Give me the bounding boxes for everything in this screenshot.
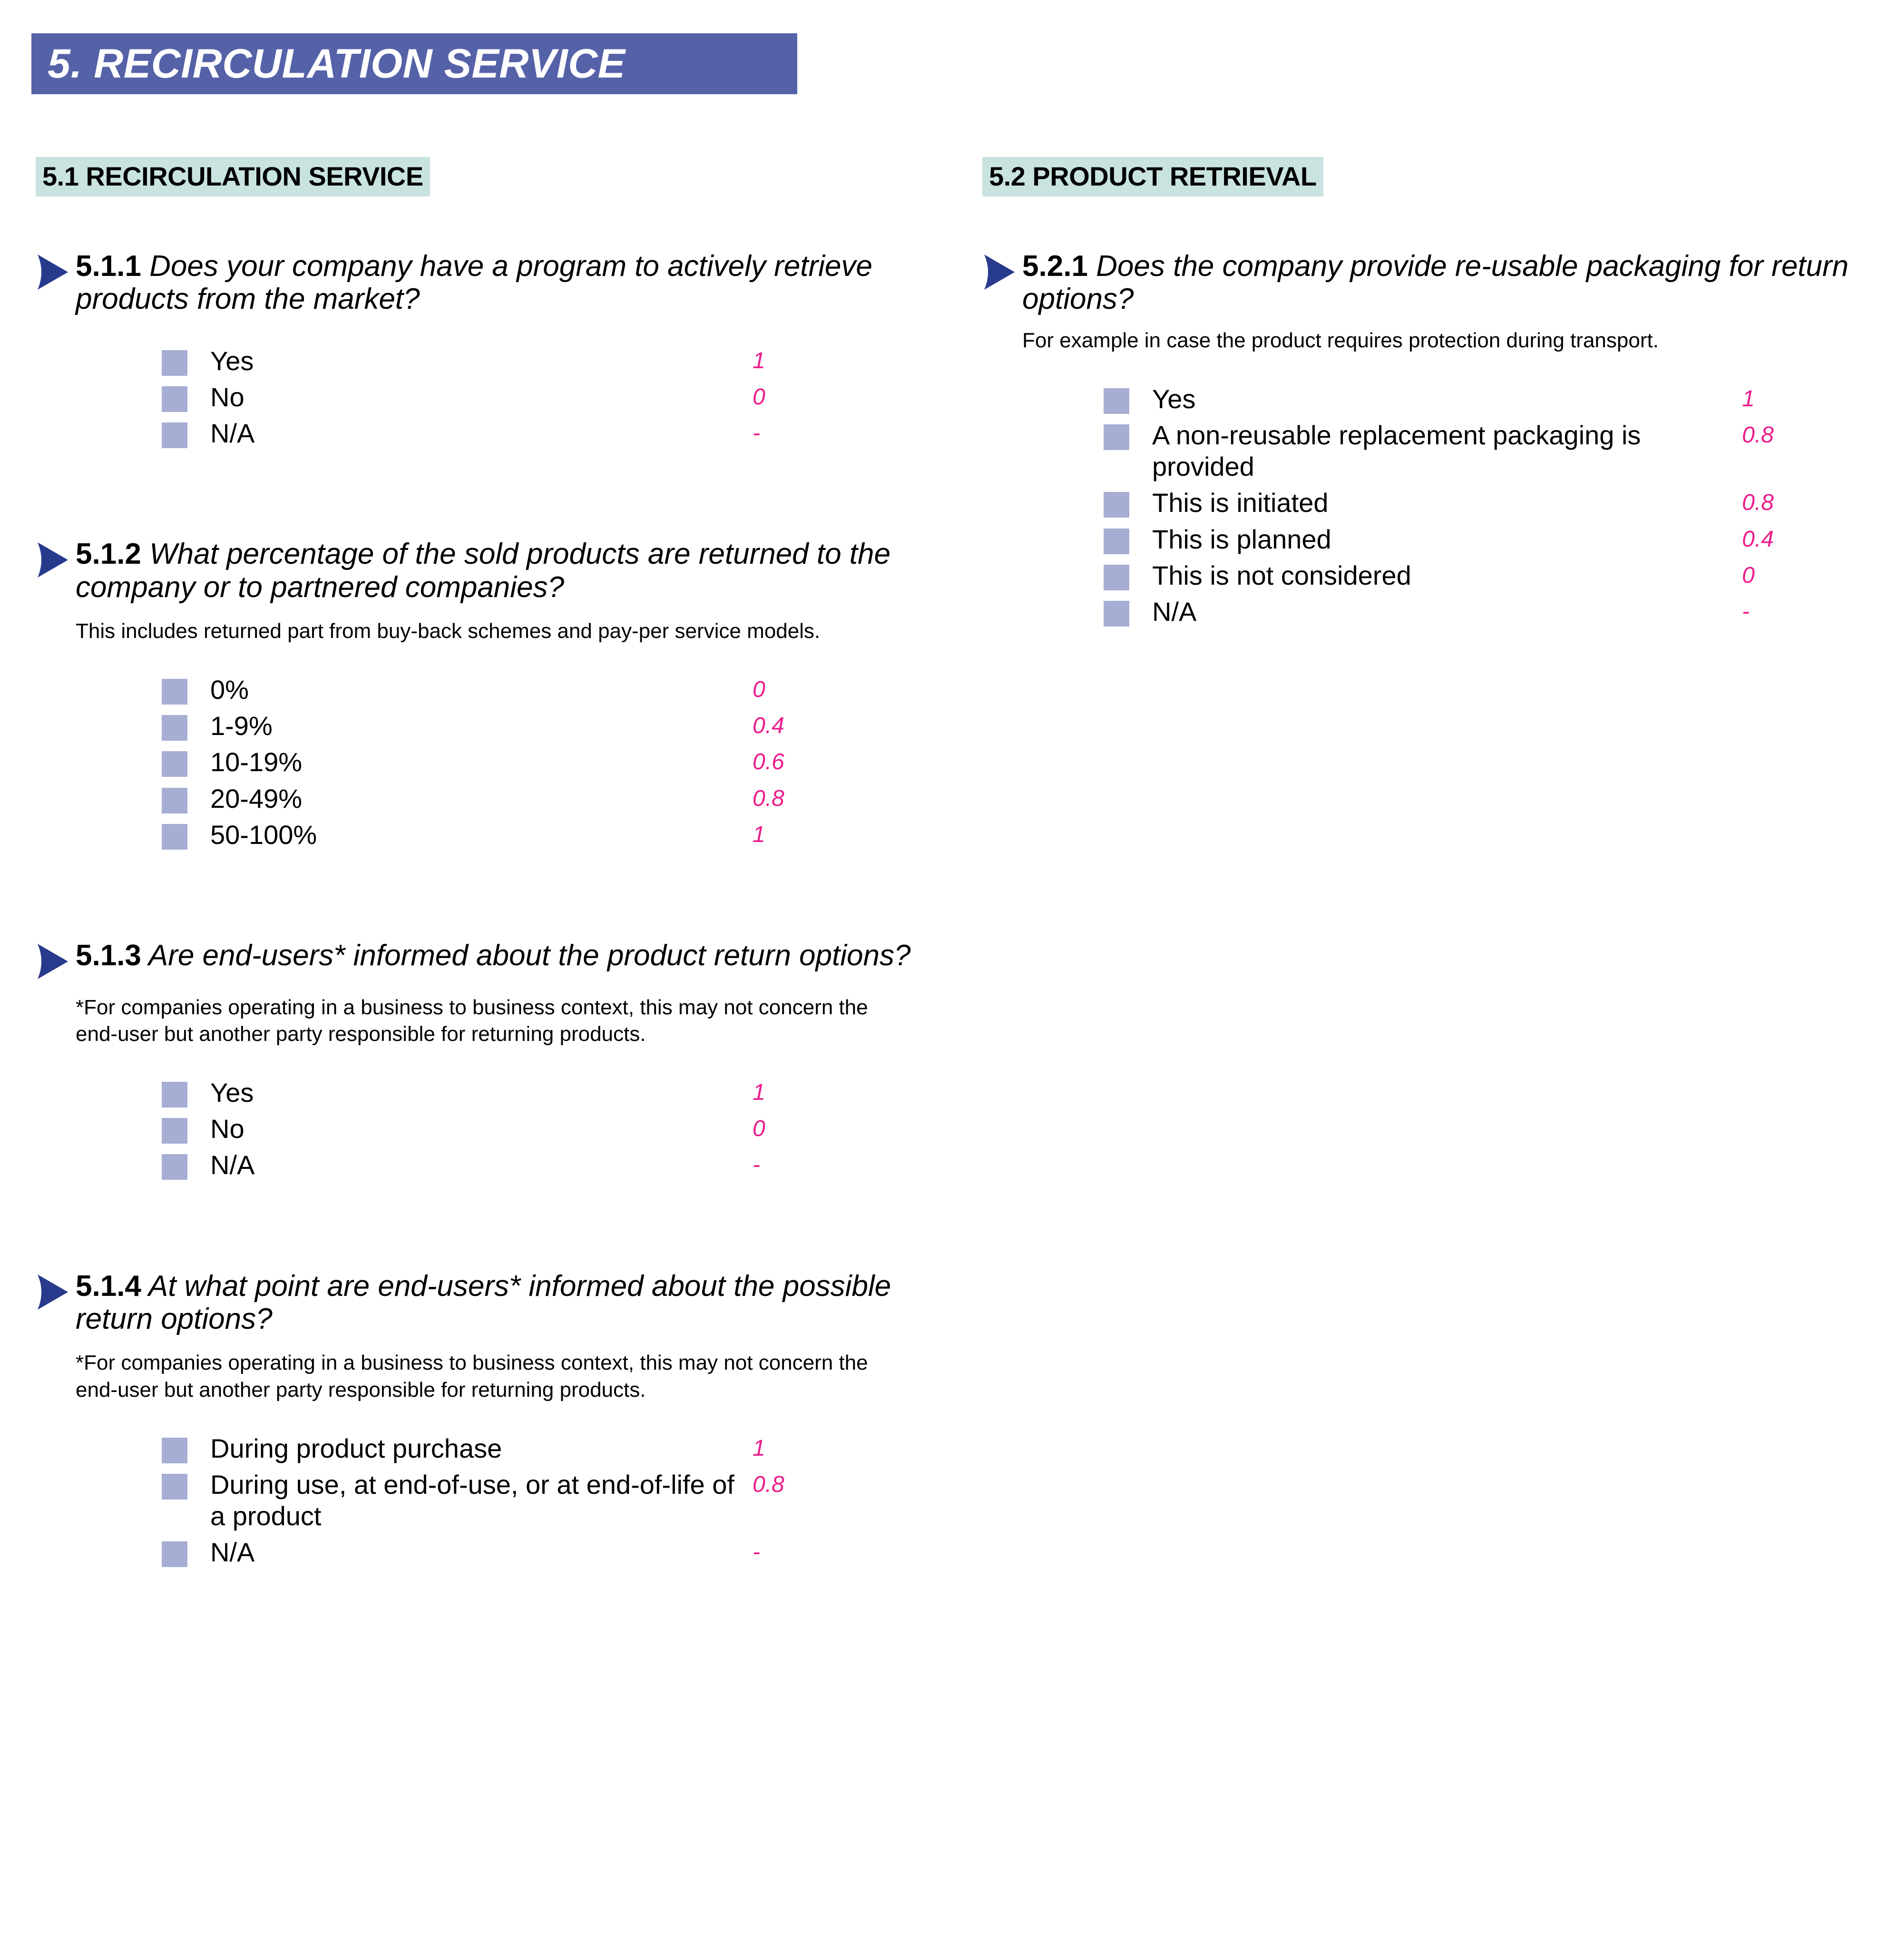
option-label: 50-100% — [210, 819, 317, 850]
option-label: This is not considered — [1152, 560, 1411, 590]
spacer — [36, 454, 911, 538]
question-5-1-3-body: Are end-users* informed about the product return options? — [148, 939, 911, 972]
option-label: 1-9% — [210, 711, 273, 741]
option-row[interactable] — [1104, 383, 1877, 415]
checkbox-icon[interactable] — [1104, 388, 1129, 414]
checkbox-icon[interactable] — [162, 350, 187, 376]
section-header-5-2 — [982, 157, 1323, 196]
option-score: - — [753, 421, 760, 446]
question-5-1-3-head — [36, 939, 911, 980]
question-5-1-3-note: *For companies operating in a business to business context, this may not concern the end-user but another party responsible for returning products. — [76, 995, 868, 1046]
question-5-1-1-head — [36, 250, 911, 316]
checkbox-icon[interactable] — [162, 788, 187, 813]
question-5-2-1 — [982, 250, 1877, 627]
option-score: 0.8 — [1742, 422, 1774, 448]
checkbox-icon[interactable] — [162, 1082, 187, 1107]
checkbox-icon[interactable] — [1104, 601, 1129, 627]
arrow-bullet-icon — [982, 254, 1017, 291]
option-score: 0.8 — [753, 1472, 784, 1498]
option-score: 0 — [753, 677, 765, 703]
option-score: 0 — [753, 1116, 765, 1142]
option-row[interactable] — [162, 1077, 911, 1108]
option-row[interactable] — [1104, 487, 1877, 519]
option-score: 1 — [753, 1436, 765, 1461]
option-score: 1 — [1742, 386, 1755, 412]
option-label: Yes — [210, 345, 254, 376]
option-label: 0% — [210, 675, 249, 705]
options-5-1-2 — [162, 674, 911, 850]
arrow-bullet-icon — [36, 1274, 70, 1311]
option-score: 1 — [753, 1080, 765, 1106]
option-row[interactable] — [162, 345, 911, 377]
checkbox-icon[interactable] — [162, 386, 187, 412]
checkbox-icon[interactable] — [162, 1438, 187, 1463]
option-score: 0.8 — [753, 785, 784, 811]
option-row[interactable] — [162, 382, 911, 413]
question-5-1-2-head — [36, 538, 911, 604]
question-5-2-1-number: 5.2.1 — [1022, 250, 1088, 283]
checkbox-icon[interactable] — [162, 751, 187, 777]
question-5-1-3 — [36, 939, 911, 1181]
option-score: - — [1742, 598, 1750, 624]
question-5-1-2-number: 5.1.2 — [76, 538, 141, 571]
option-label: During product purchase — [210, 1433, 502, 1464]
option-row[interactable] — [1104, 560, 1877, 591]
question-5-1-1-text — [76, 250, 911, 316]
option-row[interactable] — [1104, 420, 1877, 482]
arrow-bullet-icon — [36, 541, 70, 578]
option-label: Yes — [1152, 384, 1196, 414]
option-label: This is planned — [1152, 524, 1331, 554]
section-header-5-2-label: 5.2 PRODUCT RETRIEVAL — [989, 161, 1317, 191]
column-product-retrieval — [982, 157, 1877, 632]
option-label: Yes — [210, 1078, 254, 1108]
arrow-bullet-icon — [36, 254, 70, 291]
option-row[interactable] — [162, 1149, 911, 1181]
question-5-1-3-text — [76, 939, 911, 972]
checkbox-icon[interactable] — [162, 824, 187, 850]
options-5-1-4 — [162, 1433, 911, 1568]
option-row[interactable] — [162, 783, 911, 814]
option-row[interactable] — [162, 674, 911, 706]
checkbox-icon[interactable] — [1104, 529, 1129, 554]
checkbox-icon[interactable] — [162, 1118, 187, 1144]
option-label: N/A — [210, 1150, 255, 1180]
spacer — [36, 855, 911, 939]
section-header-5-1 — [36, 157, 430, 196]
question-5-1-4 — [36, 1270, 911, 1568]
chapter-title-bar — [31, 33, 797, 94]
option-label: N/A — [1152, 596, 1197, 627]
option-row[interactable] — [162, 819, 911, 851]
arrow-bullet-icon — [36, 943, 70, 980]
option-score: 0.6 — [753, 749, 784, 775]
column-recirculation-service — [36, 157, 911, 1573]
option-label: No — [210, 1114, 245, 1144]
question-5-1-4-note: *For companies operating in a business to business context, this may not concern the end-user but another party responsible for returning products. — [76, 1351, 868, 1401]
section-header-5-1-label: 5.1 RECIRCULATION SERVICE — [42, 161, 423, 191]
question-5-2-1-note: For example in case the product requires protection during transport. — [1022, 328, 1659, 352]
question-5-1-2-body: What percentage of the sold products are returned to the company or to partnered companies? — [76, 538, 891, 604]
option-score: 1 — [753, 822, 765, 847]
question-5-1-2-text — [76, 538, 911, 604]
question-5-1-4-number: 5.1.4 — [76, 1269, 141, 1303]
option-score: 1 — [753, 348, 765, 373]
option-row[interactable] — [162, 1537, 911, 1568]
option-row[interactable] — [162, 746, 911, 778]
question-5-1-3-number: 5.1.3 — [76, 939, 141, 972]
checkbox-icon[interactable] — [162, 1154, 187, 1180]
option-label: A non-reusable replacement packaging is provided — [1152, 420, 1641, 482]
checkbox-icon[interactable] — [162, 1541, 187, 1567]
question-5-2-1-head — [982, 250, 1877, 316]
option-label: 10-19% — [210, 747, 303, 777]
option-score: 0 — [753, 384, 765, 410]
checkbox-icon[interactable] — [1104, 492, 1129, 518]
option-row[interactable] — [1104, 596, 1877, 627]
checkbox-icon[interactable] — [162, 679, 187, 705]
question-5-2-1-body: Does the company provide re-usable packaging for return options? — [1022, 250, 1849, 316]
checkbox-icon[interactable] — [162, 422, 187, 448]
option-row[interactable] — [162, 418, 911, 449]
question-5-1-1 — [36, 250, 911, 449]
page-title: 5. RECIRCULATION SERVICE — [48, 40, 626, 87]
question-5-1-1-body: Does your company have a program to actively retrieve products from the market? — [76, 250, 872, 316]
options-5-2-1 — [1104, 383, 1877, 627]
question-5-1-1-number: 5.1.1 — [76, 250, 141, 283]
option-row[interactable] — [162, 1469, 911, 1532]
option-row[interactable] — [162, 710, 911, 742]
option-score: - — [753, 1152, 760, 1178]
question-5-1-4-body: At what point are end-users* informed about the possible return options? — [76, 1269, 891, 1335]
question-5-1-4-text — [76, 1270, 911, 1336]
option-score: 0.8 — [1742, 490, 1774, 516]
question-5-1-2 — [36, 538, 911, 851]
option-score: - — [753, 1539, 760, 1565]
checkbox-icon[interactable] — [162, 715, 187, 741]
option-score: 0.4 — [753, 713, 784, 739]
option-label: N/A — [210, 418, 255, 449]
checkbox-icon[interactable] — [1104, 565, 1129, 590]
option-score: 0 — [1742, 562, 1755, 588]
option-score: 0.4 — [1742, 526, 1774, 552]
option-label: During use, at end-of-use, or at end-of-life of a product — [210, 1470, 734, 1531]
option-label: This is initiated — [1152, 488, 1329, 518]
option-label: N/A — [210, 1537, 255, 1568]
options-5-1-1 — [162, 345, 911, 449]
options-5-1-3 — [162, 1077, 911, 1181]
option-row[interactable] — [162, 1433, 911, 1464]
spacer — [36, 1186, 911, 1270]
question-5-1-2-note: This includes returned part from buy-back schemes and pay-per service models. — [76, 619, 821, 643]
option-row[interactable] — [162, 1113, 911, 1145]
question-5-1-4-head — [36, 1270, 911, 1336]
checkbox-icon[interactable] — [162, 1474, 187, 1499]
option-row[interactable] — [1104, 524, 1877, 555]
option-label: 20-49% — [210, 783, 303, 813]
option-label: No — [210, 382, 245, 412]
question-5-2-1-text — [1022, 250, 1877, 316]
checkbox-icon[interactable] — [1104, 424, 1129, 450]
